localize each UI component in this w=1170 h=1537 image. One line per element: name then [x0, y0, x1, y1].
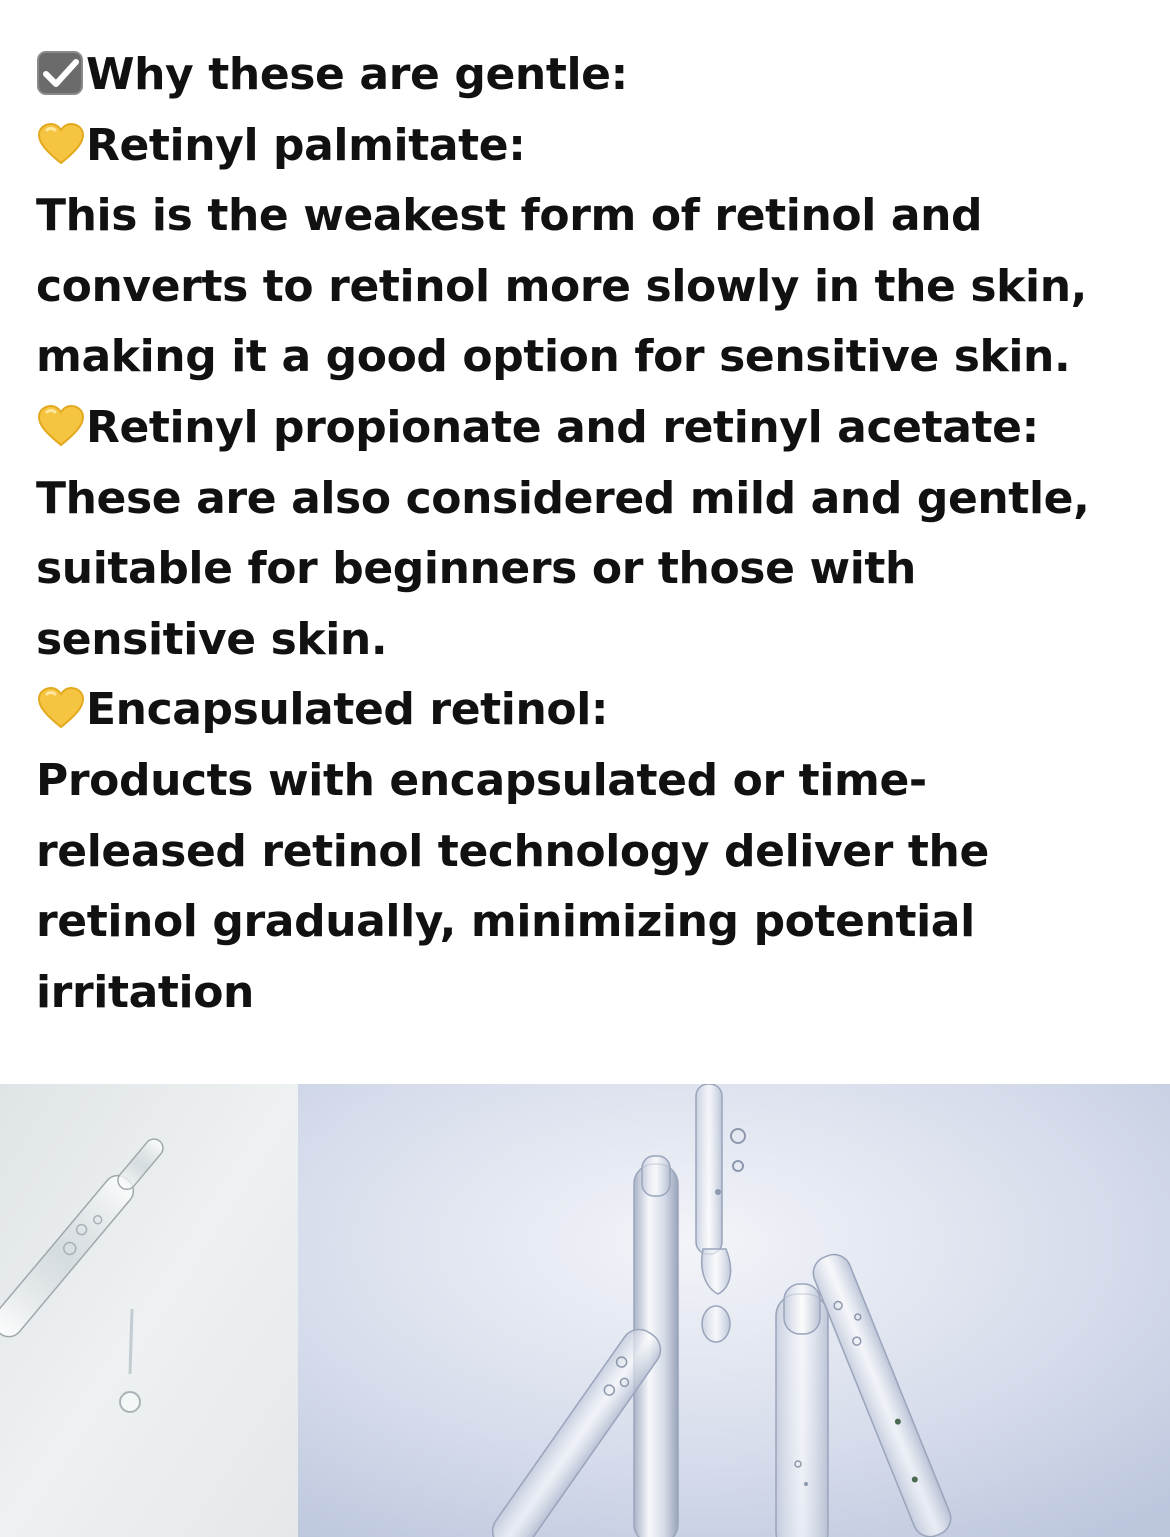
serum-photo-strip — [0, 1084, 1170, 1537]
body-line: suitable for beginners or those with — [36, 543, 916, 595]
yellow-heart-icon — [36, 685, 86, 731]
article-text — [36, 40, 1146, 1028]
body-line: making it a good option for sensitive skin. — [36, 331, 1071, 383]
section-title: Encapsulated retinol: — [86, 684, 609, 736]
body-line: converts to retinol more slowly in the skin, — [36, 260, 1087, 312]
check-box-icon — [36, 50, 86, 96]
heading-line — [36, 40, 1146, 111]
body-line: released retinol technology deliver the — [36, 825, 989, 877]
body-line: Products with encapsulated or time- — [36, 754, 927, 806]
body-line: These are also considered mild and gentle, — [36, 472, 1090, 524]
yellow-heart-icon — [36, 121, 86, 167]
section-title: Retinyl palmitate: — [86, 119, 526, 171]
section-title-line — [36, 111, 1146, 182]
section-title-line — [36, 675, 1146, 746]
section-title: Retinyl propionate and retinyl acetate: — [86, 401, 1039, 453]
body-line: sensitive skin. — [36, 613, 388, 665]
section-title-line — [36, 393, 1146, 464]
body-line: irritation — [36, 966, 254, 1018]
heading-text: Why these are gentle: — [86, 49, 628, 100]
droppers-photo-right — [298, 1084, 1170, 1537]
dropper-photo-left — [0, 1084, 298, 1537]
body-line: This is the weakest form of retinol and — [36, 190, 983, 242]
yellow-heart-icon — [36, 403, 86, 449]
body-line: retinol gradually, minimizing potential — [36, 896, 975, 948]
